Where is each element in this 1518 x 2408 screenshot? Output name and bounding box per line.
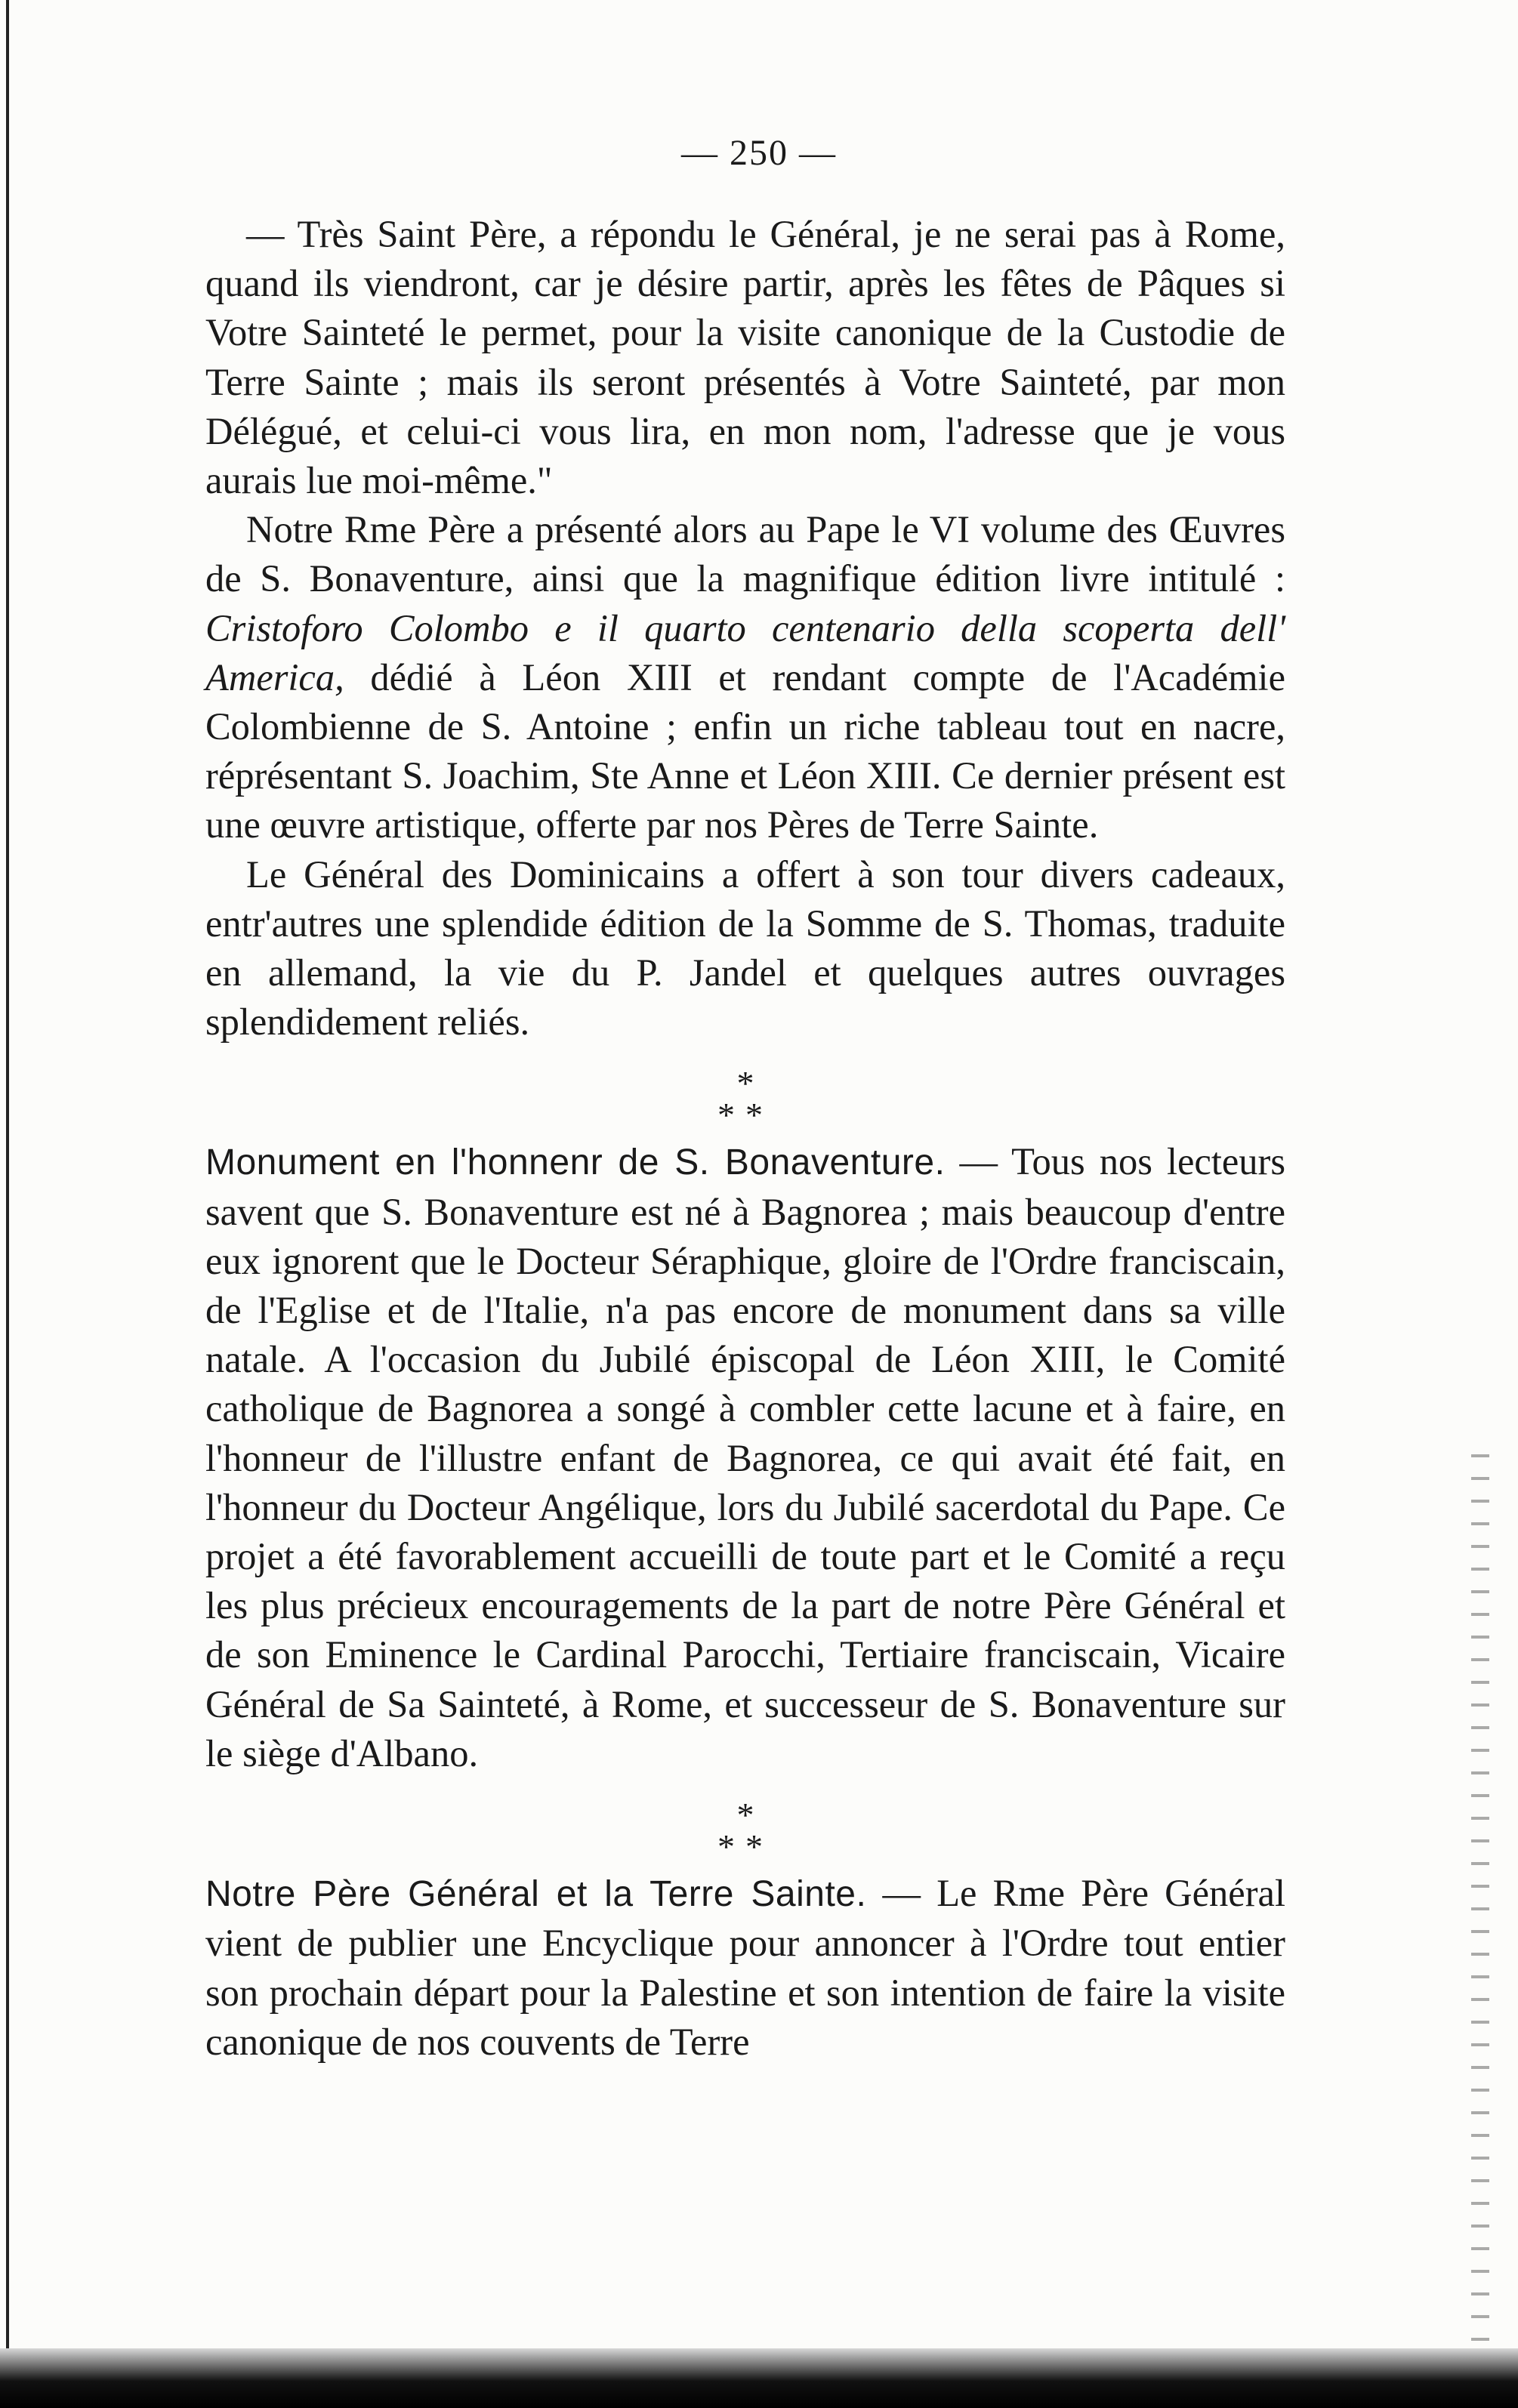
page-number: — 250 — xyxy=(681,133,837,173)
scan-bottom-edge xyxy=(0,2348,1518,2408)
separator-star-pair: ** xyxy=(717,1096,773,1135)
section-monument xyxy=(205,1137,1285,1778)
paragraph-1: — Très Saint Père, a répondu le Général, je ne serai pas à Rome, quand ils viendront, car je désire partir, après les fêtes de Pâques si Votre Sainteté le permet, pour la visite canonique de la Custodie de Terre Sainte ; mais ils seront présentés à Votre Sainteté, par mon Délégué, et celui-ci vous lira, en mon nom, l'adresse que je vous aurais lue moi-même." xyxy=(205,213,1285,502)
section-monument-title: Monument en l'honnenr de S. Bonaventure. xyxy=(205,1142,946,1183)
section-monument-body: — Tous nos lecteurs savent que S. Bonaventure est né à Bagnorea ; mais beaucoup d'entre eux ignorent que le Docteur Séraphique, gloire de l'Ordre franciscain, de l'Eglise et de l'Italie, n'a pas encore de monument dans sa ville natale. A l'occasion du Jubilé épiscopal de Léon XIII, le Comité catholique de Bagnorea a songé à combler cette lacune et à faire, en l'honneur de l'illustre enfant de Bagnorea, ce qui avait été fait, en l'honneur du Docteur Angélique, lors du Jubilé sacerdotal du Pape. Ce projet a été favorablement accueilli de toute part et le Comité a reçu les plus précieux encouragements de la part de notre Père Général et de son Eminence le Cardinal Parocchi, Tertiaire franciscain, Vicaire Général de Sa Sainteté, à Rome, et successeur de S. Bonaventure sur le siège d'Albano. xyxy=(205,1140,1285,1774)
text-column xyxy=(205,210,1285,2067)
paragraph-3: Le Général des Dominicains a offert à son tour divers cadeaux, entr'autres une splendide édition de la Somme de S. Thomas, traduite en allemand, la vie du P. Jandel et quelques autres ouvrages splendidement reliés. xyxy=(205,853,1285,1044)
book-title: Cristoforo Colombo e il quarto centenario della scoperta dell' America, xyxy=(205,606,1285,698)
page-left-edge xyxy=(6,0,9,2408)
section-terre-sainte xyxy=(205,1869,1285,2067)
paragraph-2-text-a: Notre Rme Père a présenté alors au Pape le VI volume des Œuvres de S. Bonaventure, ainsi que la magnifique édition livre intitulé : xyxy=(205,508,1285,600)
paragraph-2-text-b: dédié à Léon XIII et rendant compte de l'Académie Colombienne de S. Antoine ; enfin un riche tableau tout en nacre, réprésentant S. Joachim, Ste Anne et Léon XIII. Ce dernier présent est une œuvre artistique, offerte par nos Pères de Terre Sainte. xyxy=(205,655,1285,846)
section-separator-1 xyxy=(205,1047,1285,1137)
separator-star: * xyxy=(736,1064,754,1103)
section-separator-2 xyxy=(205,1778,1285,1869)
separator-star: * xyxy=(736,1796,754,1835)
margin-specks xyxy=(1471,1435,1489,2363)
section-terre-sainte-title: Notre Père Général et la Terre Sainte. xyxy=(205,1874,867,1915)
paragraph-2 xyxy=(205,505,1285,849)
separator-star-pair: ** xyxy=(717,1827,773,1867)
section-terre-sainte-body: — Le Rme Père Général vient de publier une Encyclique pour annoncer à l'Ordre tout entier son prochain départ pour la Palestine et son intention de faire la visite canonique de nos couvents de Terre xyxy=(205,1872,1285,2063)
